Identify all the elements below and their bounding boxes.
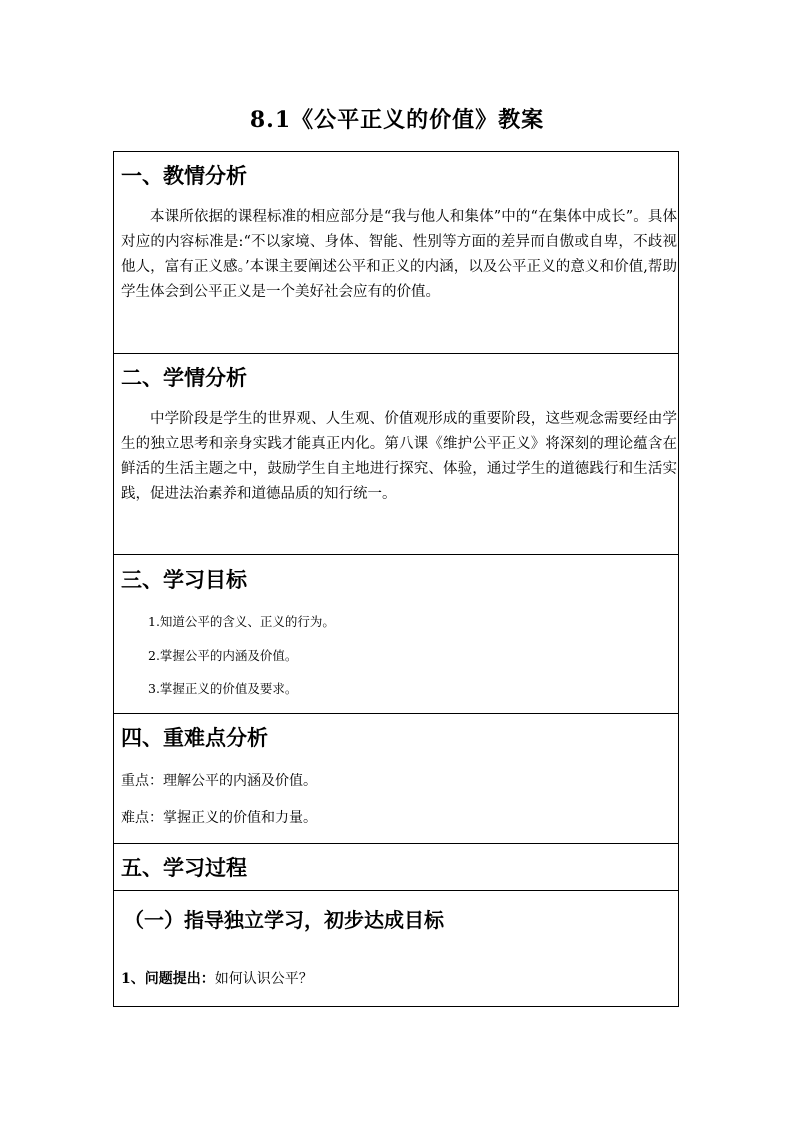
section-heading: 四、重难点分析	[121, 725, 268, 750]
section-heading: 五、学习过程	[121, 855, 247, 880]
section-key-difficult-points	[114, 714, 678, 844]
section-paragraph: 中学阶段是学生的世界观、人生观、价值观形成的重要阶段，这些观念需要经由学生的独立思考和亲身实践才能真正内化。第八课《维护公平正义》将深刻的理论蕴含在鲜活的生活主题之中，鼓励学生自主地进行探究、体验，通过学生的道德践行和生活实践，促进法治素养和道德品质的知行统一。	[121, 411, 677, 502]
document-title: 8.1《公平正义的价值》教案	[249, 107, 545, 133]
section-guided-study	[114, 891, 678, 1006]
section-heading: 二、学情分析	[121, 365, 247, 390]
section-learning-process	[114, 844, 678, 891]
section-teaching-analysis	[114, 152, 678, 354]
goal-item: 2.掌握公平的内涵及价值。	[148, 648, 298, 663]
section-heading: 一、教情分析	[121, 163, 247, 188]
question-label: 1、问题提出：	[121, 971, 215, 987]
question-text: 如何认识公平？	[214, 971, 313, 987]
difficult-point: 难点：掌握正义的价值和力量。	[121, 810, 317, 826]
lesson-plan-table	[113, 151, 679, 1007]
question-line	[121, 968, 313, 988]
key-point: 重点：理解公平的内涵及价值。	[121, 773, 317, 789]
section-paragraph: 本课所依据的课程标准的相应部分是“我与他人和集体”中的“在集体中成长”。具体对应的内容标准是:“不以家境、身体、智能、性别等方面的差异而自傲或自卑，不歧视他人，富有正义感。’本课主要阐述公平和正义的内涵，以及公平正义的意义和价值,帮助学生体会到公平正义是一个美好社会应有的价值。	[121, 209, 677, 300]
goal-item: 1.知道公平的含义、正义的行为。	[148, 614, 335, 629]
section-heading: 三、学习目标	[121, 567, 247, 592]
goal-item: 3.掌握正义的价值及要求。	[148, 681, 298, 696]
section-learning-goals	[114, 555, 678, 714]
subsection-heading: （一）指导独立学习，初步达成目标	[124, 908, 444, 932]
section-student-analysis	[114, 354, 678, 555]
